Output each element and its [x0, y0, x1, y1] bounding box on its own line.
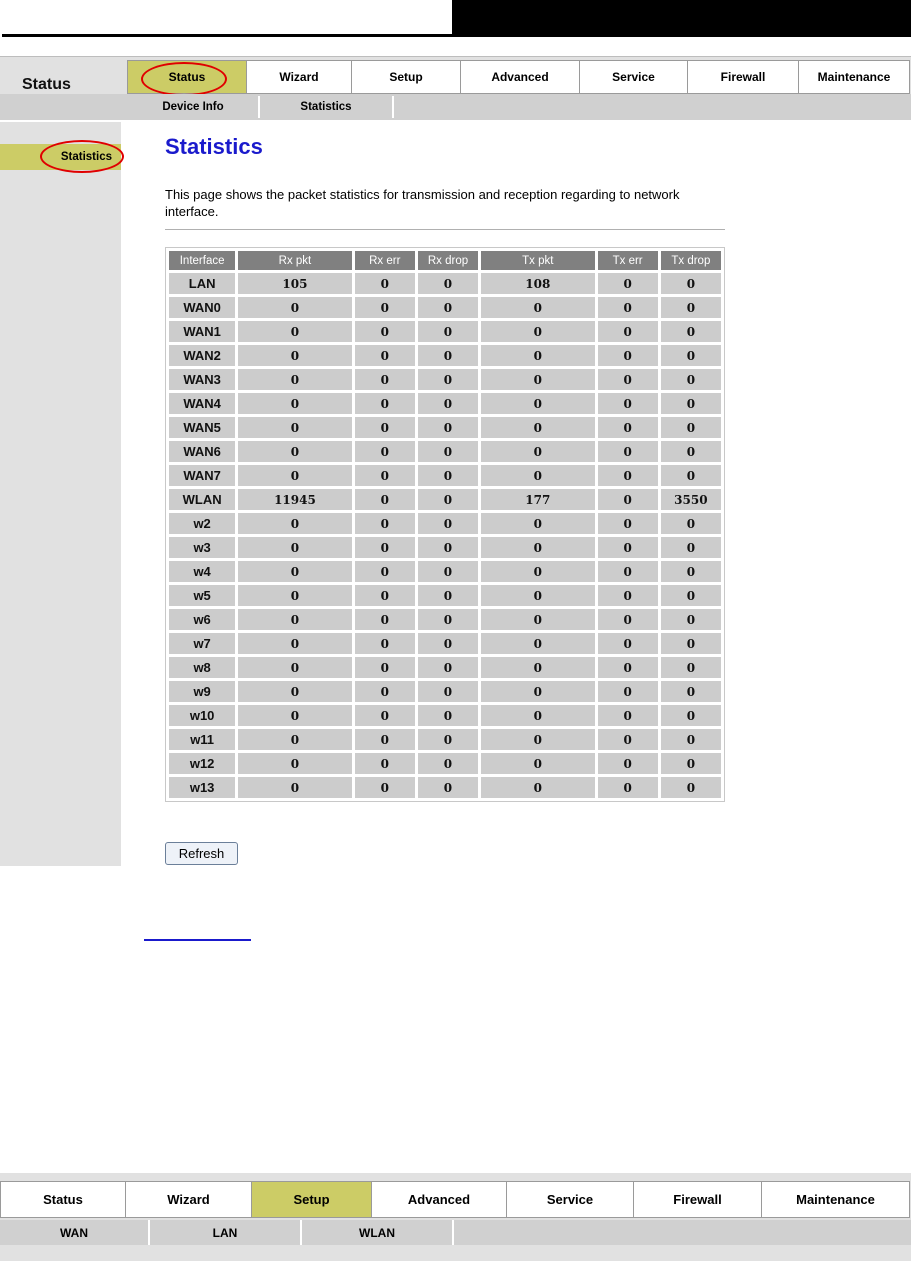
value-cell: 0	[661, 657, 721, 678]
value-cell: 0	[598, 561, 658, 582]
interface-cell: w7	[169, 633, 235, 654]
value-cell: 0	[418, 585, 478, 606]
column-header: Rx err	[355, 251, 415, 270]
value-cell: 0	[418, 705, 478, 726]
value-cell: 0	[598, 393, 658, 414]
table-row	[169, 633, 721, 654]
value-cell: 0	[355, 489, 415, 510]
value-cell: 0	[418, 345, 478, 366]
table-row	[169, 585, 721, 606]
value-cell: 0	[238, 297, 351, 318]
interface-cell: w5	[169, 585, 235, 606]
value-cell: 0	[598, 273, 658, 294]
value-cell: 0	[355, 729, 415, 750]
sidebar-item-statistics[interactable]: Statistics	[0, 144, 121, 170]
value-cell: 0	[661, 513, 721, 534]
subnav2-lan[interactable]: LAN	[150, 1220, 302, 1245]
interface-cell: w11	[169, 729, 235, 750]
table-row	[169, 609, 721, 630]
value-cell: 0	[418, 753, 478, 774]
value-cell: 0	[481, 681, 594, 702]
refresh-button[interactable]: Refresh	[165, 842, 238, 865]
tab2-wizard[interactable]: Wizard	[125, 1181, 252, 1218]
value-cell: 0	[238, 777, 351, 798]
table-row	[169, 417, 721, 438]
tab-advanced[interactable]: Advanced	[460, 60, 580, 94]
table-header-row	[169, 251, 721, 270]
sidebar	[0, 122, 121, 866]
value-cell: 0	[355, 537, 415, 558]
value-cell: 0	[418, 369, 478, 390]
value-cell: 0	[598, 537, 658, 558]
value-cell: 0	[481, 417, 594, 438]
value-cell: 0	[418, 393, 478, 414]
value-cell: 0	[598, 729, 658, 750]
interface-cell: w12	[169, 753, 235, 774]
table-row	[169, 705, 721, 726]
column-header: Interface	[169, 251, 235, 270]
value-cell: 0	[598, 321, 658, 342]
value-cell: 108	[481, 273, 594, 294]
value-cell: 0	[238, 585, 351, 606]
value-cell: 0	[355, 441, 415, 462]
value-cell: 105	[238, 273, 351, 294]
interface-cell: WAN4	[169, 393, 235, 414]
value-cell: 0	[598, 297, 658, 318]
value-cell: 0	[418, 537, 478, 558]
value-cell: 0	[661, 729, 721, 750]
column-header: Rx drop	[418, 251, 478, 270]
value-cell: 0	[598, 489, 658, 510]
table-row	[169, 369, 721, 390]
table-row	[169, 537, 721, 558]
value-cell: 0	[418, 489, 478, 510]
interface-cell: w9	[169, 681, 235, 702]
setup-main-tabs	[0, 1181, 910, 1218]
value-cell: 0	[418, 441, 478, 462]
value-cell: 0	[481, 393, 594, 414]
value-cell: 0	[355, 345, 415, 366]
value-cell: 0	[661, 465, 721, 486]
value-cell: 0	[418, 561, 478, 582]
value-cell: 0	[481, 537, 594, 558]
value-cell: 0	[238, 537, 351, 558]
setup-nav-screenshot	[0, 1173, 911, 1261]
table-row	[169, 561, 721, 582]
value-cell: 0	[238, 417, 351, 438]
value-cell: 0	[481, 657, 594, 678]
tab-firewall[interactable]: Firewall	[687, 60, 799, 94]
value-cell: 0	[355, 513, 415, 534]
value-cell: 0	[661, 417, 721, 438]
tab-wizard[interactable]: Wizard	[246, 60, 352, 94]
interface-cell: WAN6	[169, 441, 235, 462]
value-cell: 0	[598, 465, 658, 486]
table-row	[169, 729, 721, 750]
value-cell: 0	[481, 297, 594, 318]
value-cell: 0	[355, 585, 415, 606]
tab-status[interactable]: Status	[127, 60, 247, 94]
value-cell: 0	[355, 417, 415, 438]
value-cell: 0	[661, 345, 721, 366]
value-cell: 3550	[661, 489, 721, 510]
setup-subnav	[0, 1220, 911, 1245]
value-cell: 0	[481, 729, 594, 750]
value-cell: 0	[661, 441, 721, 462]
value-cell: 0	[598, 681, 658, 702]
tab2-service[interactable]: Service	[506, 1181, 634, 1218]
value-cell: 0	[598, 513, 658, 534]
value-cell: 0	[355, 321, 415, 342]
tab2-firewall[interactable]: Firewall	[633, 1181, 762, 1218]
column-header: Tx drop	[661, 251, 721, 270]
value-cell: 0	[355, 297, 415, 318]
value-cell: 0	[481, 369, 594, 390]
header-rule	[2, 34, 452, 37]
page-title: Statistics	[165, 134, 263, 159]
table-row	[169, 489, 721, 510]
value-cell: 0	[355, 393, 415, 414]
statistics-screenshot	[0, 56, 911, 866]
value-cell: 0	[598, 777, 658, 798]
value-cell: 0	[661, 561, 721, 582]
value-cell: 0	[598, 441, 658, 462]
interface-cell: w13	[169, 777, 235, 798]
value-cell: 0	[661, 273, 721, 294]
value-cell: 0	[355, 657, 415, 678]
table-row	[169, 513, 721, 534]
value-cell: 0	[481, 585, 594, 606]
divider	[165, 229, 725, 230]
value-cell: 0	[238, 561, 351, 582]
interface-cell: w4	[169, 561, 235, 582]
value-cell: 0	[598, 585, 658, 606]
tab-service[interactable]: Service	[579, 60, 688, 94]
value-cell: 11945	[238, 489, 351, 510]
value-cell: 0	[481, 705, 594, 726]
interface-cell: WAN5	[169, 417, 235, 438]
value-cell: 0	[661, 321, 721, 342]
value-cell: 0	[238, 369, 351, 390]
value-cell: 0	[238, 321, 351, 342]
value-cell: 0	[598, 609, 658, 630]
value-cell: 0	[481, 753, 594, 774]
table-row	[169, 393, 721, 414]
value-cell: 0	[418, 513, 478, 534]
value-cell: 0	[481, 609, 594, 630]
table-row	[169, 441, 721, 462]
subnav2-wlan[interactable]: WLAN	[302, 1220, 454, 1245]
value-cell: 0	[418, 729, 478, 750]
value-cell: 0	[238, 441, 351, 462]
value-cell: 0	[661, 777, 721, 798]
tab2-setup[interactable]: Setup	[251, 1181, 372, 1218]
value-cell: 0	[661, 369, 721, 390]
interface-cell: WLAN	[169, 489, 235, 510]
value-cell: 0	[355, 753, 415, 774]
table-row	[169, 777, 721, 798]
value-cell: 0	[418, 417, 478, 438]
interface-cell: w8	[169, 657, 235, 678]
interface-cell: WAN1	[169, 321, 235, 342]
subnav-device-info[interactable]: Device Info	[128, 96, 260, 118]
value-cell: 0	[598, 369, 658, 390]
value-cell: 0	[355, 681, 415, 702]
table-row	[169, 297, 721, 318]
value-cell: 0	[238, 465, 351, 486]
value-cell: 0	[481, 441, 594, 462]
tab-maintenance[interactable]: Maintenance	[798, 60, 910, 94]
table-row	[169, 657, 721, 678]
value-cell: 0	[418, 273, 478, 294]
value-cell: 0	[481, 561, 594, 582]
interface-cell: WAN3	[169, 369, 235, 390]
value-cell: 0	[238, 729, 351, 750]
value-cell: 0	[355, 465, 415, 486]
interface-cell: WAN2	[169, 345, 235, 366]
value-cell: 0	[598, 705, 658, 726]
value-cell: 0	[355, 561, 415, 582]
value-cell: 0	[598, 753, 658, 774]
value-cell: 0	[661, 537, 721, 558]
value-cell: 0	[661, 705, 721, 726]
table-row	[169, 345, 721, 366]
value-cell: 0	[418, 777, 478, 798]
value-cell: 0	[355, 633, 415, 654]
tab2-maintenance[interactable]: Maintenance	[761, 1181, 910, 1218]
interface-cell: w6	[169, 609, 235, 630]
value-cell: 0	[481, 465, 594, 486]
header-black-band	[452, 0, 911, 37]
table-row	[169, 321, 721, 342]
value-cell: 0	[238, 657, 351, 678]
value-cell: 0	[481, 633, 594, 654]
value-cell: 0	[481, 777, 594, 798]
subnav-statistics[interactable]: Statistics	[260, 96, 394, 118]
value-cell: 0	[598, 345, 658, 366]
value-cell: 0	[661, 681, 721, 702]
subnav	[128, 96, 394, 118]
value-cell: 0	[418, 657, 478, 678]
value-cell: 0	[481, 345, 594, 366]
value-cell: 0	[481, 321, 594, 342]
value-cell: 0	[418, 633, 478, 654]
tab2-advanced[interactable]: Advanced	[371, 1181, 507, 1218]
value-cell: 0	[661, 585, 721, 606]
interface-cell: LAN	[169, 273, 235, 294]
link-underline	[144, 939, 251, 941]
column-header: Tx err	[598, 251, 658, 270]
main-tabs	[128, 60, 910, 94]
table-row	[169, 753, 721, 774]
table-row	[169, 681, 721, 702]
value-cell: 0	[355, 777, 415, 798]
section-label: Status	[22, 76, 71, 93]
interface-cell: w2	[169, 513, 235, 534]
value-cell: 0	[238, 609, 351, 630]
value-cell: 0	[418, 297, 478, 318]
table-row	[169, 273, 721, 294]
value-cell: 0	[661, 609, 721, 630]
value-cell: 0	[481, 513, 594, 534]
value-cell: 177	[481, 489, 594, 510]
value-cell: 0	[238, 345, 351, 366]
interface-cell: WAN7	[169, 465, 235, 486]
column-header: Rx pkt	[238, 251, 351, 270]
value-cell: 0	[238, 633, 351, 654]
value-cell: 0	[418, 609, 478, 630]
value-cell: 0	[238, 681, 351, 702]
value-cell: 0	[355, 273, 415, 294]
value-cell: 0	[598, 417, 658, 438]
value-cell: 0	[355, 369, 415, 390]
value-cell: 0	[238, 513, 351, 534]
interface-cell: w3	[169, 537, 235, 558]
tab-setup[interactable]: Setup	[351, 60, 461, 94]
value-cell: 0	[598, 657, 658, 678]
value-cell: 0	[661, 633, 721, 654]
page-description: This page shows the packet statistics for transmission and reception regarding to network interface.	[165, 187, 680, 219]
value-cell: 0	[418, 681, 478, 702]
table-row	[169, 465, 721, 486]
value-cell: 0	[238, 393, 351, 414]
column-header: Tx pkt	[481, 251, 594, 270]
value-cell: 0	[661, 393, 721, 414]
interface-cell: WAN0	[169, 297, 235, 318]
value-cell: 0	[661, 297, 721, 318]
tab2-status[interactable]: Status	[0, 1181, 126, 1218]
value-cell: 0	[355, 705, 415, 726]
value-cell: 0	[418, 321, 478, 342]
value-cell: 0	[238, 705, 351, 726]
statistics-table	[165, 247, 725, 802]
subnav2-wan[interactable]: WAN	[0, 1220, 150, 1245]
value-cell: 0	[418, 465, 478, 486]
value-cell: 0	[355, 609, 415, 630]
value-cell: 0	[238, 753, 351, 774]
value-cell: 0	[598, 633, 658, 654]
interface-cell: w10	[169, 705, 235, 726]
value-cell: 0	[661, 753, 721, 774]
